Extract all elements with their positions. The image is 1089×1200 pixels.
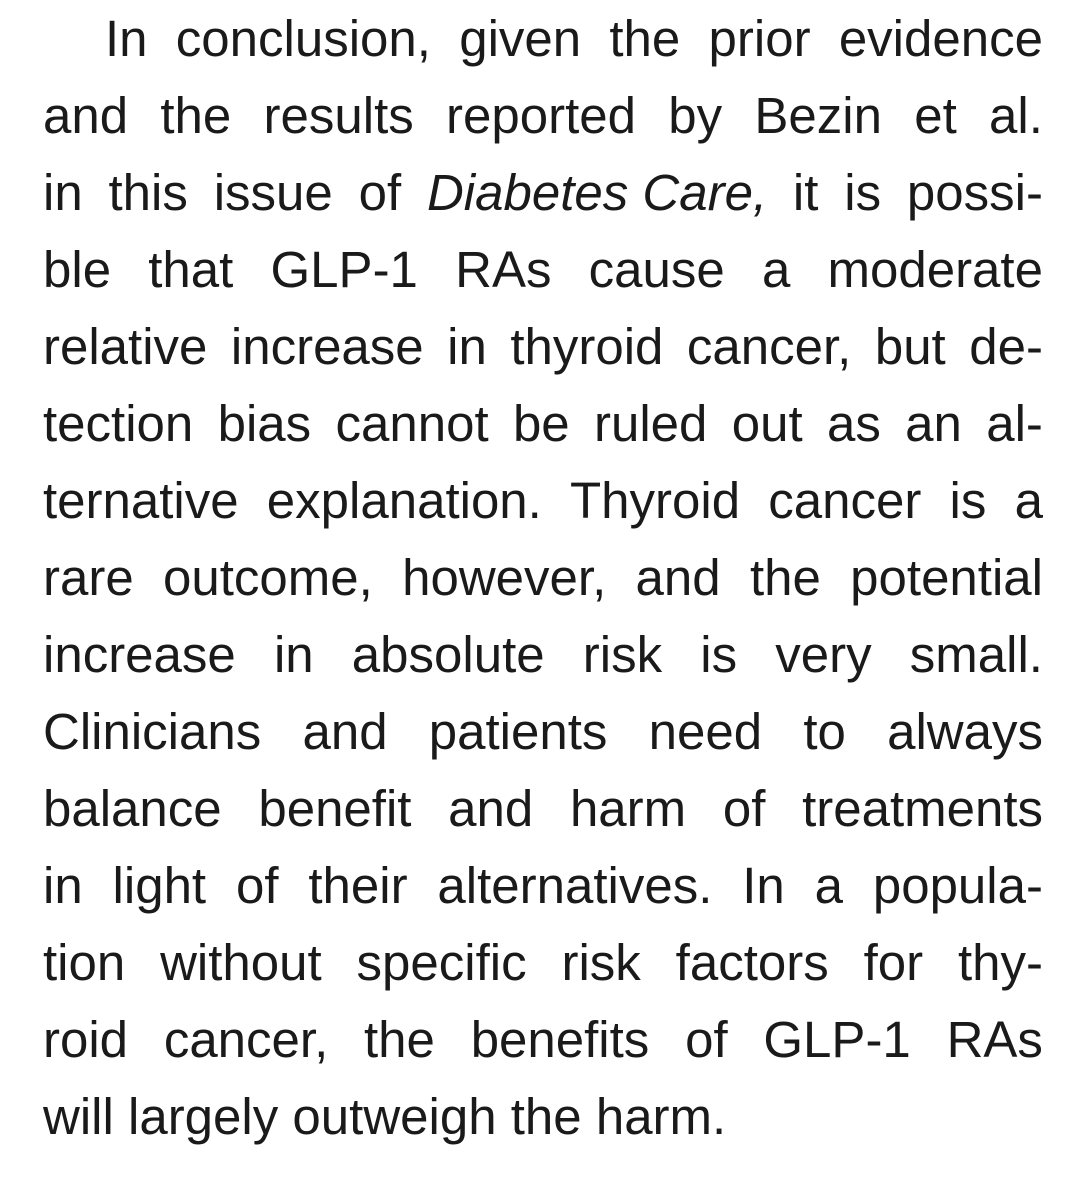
word <box>742 847 785 924</box>
word-text: GLP-1 <box>763 1011 911 1068</box>
word-text: relative <box>43 318 208 375</box>
word <box>236 847 279 924</box>
word-text: explanation. <box>266 472 542 529</box>
word <box>513 385 570 462</box>
word <box>914 77 957 154</box>
word <box>364 1001 435 1078</box>
paragraph-line <box>43 693 1043 770</box>
word <box>43 1001 128 1078</box>
word <box>359 154 402 231</box>
word <box>828 231 1043 308</box>
word <box>609 0 680 77</box>
word <box>352 616 545 693</box>
word-text: light <box>112 857 207 914</box>
word <box>685 1001 728 1078</box>
word <box>335 385 488 462</box>
word-text: of <box>685 1011 728 1068</box>
word-text: as <box>826 395 881 452</box>
word <box>986 385 1043 462</box>
word-text: outweigh <box>292 1088 497 1145</box>
word-text: need <box>648 703 763 760</box>
paragraph-line <box>43 1078 1043 1155</box>
word-text: benefit <box>258 780 412 837</box>
word-text: the <box>364 1011 435 1068</box>
word-text: by <box>668 87 723 144</box>
paragraph-line <box>43 462 1043 539</box>
word <box>723 770 766 847</box>
word <box>447 308 487 385</box>
word-text: RAs <box>455 241 552 298</box>
word <box>214 154 333 231</box>
word <box>164 1001 328 1078</box>
word <box>160 924 322 1001</box>
word-text: outcome, <box>163 549 373 606</box>
word-text: their <box>308 857 408 914</box>
word <box>357 924 527 1001</box>
word <box>754 77 882 154</box>
word-text: benefits <box>470 1011 650 1068</box>
word <box>907 154 1043 231</box>
word-text: cannot <box>335 395 489 452</box>
paragraph-line <box>43 154 1043 231</box>
word-text: small. <box>909 626 1043 683</box>
word-text: results <box>263 87 414 144</box>
word-text: Thyroid <box>570 472 741 529</box>
word-text: In <box>742 857 785 914</box>
word-text: al. <box>989 87 1043 144</box>
word-text: potential <box>850 549 1043 606</box>
word <box>958 924 1043 1001</box>
word <box>589 231 725 308</box>
word <box>875 308 946 385</box>
word-text: and <box>448 780 534 837</box>
word-text: absolute <box>351 626 545 683</box>
word <box>668 77 722 154</box>
word-text: Diabetes Care <box>426 164 753 221</box>
word <box>274 616 314 693</box>
word <box>128 1078 278 1155</box>
word-text: treatments <box>802 780 1043 837</box>
word-text: an <box>905 395 962 452</box>
word <box>160 77 231 154</box>
word-text: thy- <box>957 934 1043 991</box>
word <box>176 0 431 77</box>
word-text: factors <box>675 934 829 991</box>
word <box>649 693 762 770</box>
word-text: possi- <box>906 164 1043 221</box>
conclusion-paragraph <box>43 0 1043 1155</box>
word <box>850 539 1043 616</box>
word-text: always <box>887 703 1043 760</box>
word <box>803 693 846 770</box>
word-text: given <box>459 10 582 67</box>
word-text: without <box>160 934 322 991</box>
word-text: risk <box>582 626 663 683</box>
word <box>950 462 987 539</box>
word-text: balance <box>43 780 222 837</box>
word-text: rare <box>43 549 134 606</box>
word <box>402 539 606 616</box>
word-text: to <box>803 703 846 760</box>
word <box>732 385 803 462</box>
word <box>109 154 188 231</box>
word-text: alternatives. <box>437 857 713 914</box>
word-text: harm. <box>595 1088 727 1145</box>
word <box>43 539 134 616</box>
word <box>561 924 640 1001</box>
word-text: patients <box>428 703 608 760</box>
word-text: tion <box>43 934 126 991</box>
word <box>448 770 533 847</box>
word-text: thyroid <box>510 318 664 375</box>
word-text: In <box>105 10 148 67</box>
word-text: however, <box>402 549 607 606</box>
word <box>471 1001 650 1078</box>
word-text: et <box>914 87 957 144</box>
word <box>43 847 83 924</box>
word-text: a <box>1014 472 1043 529</box>
journal-title <box>427 154 767 231</box>
word <box>231 308 424 385</box>
word-text: cancer <box>768 472 922 529</box>
word-text: issue <box>213 164 333 221</box>
word-text: largely <box>128 1088 279 1145</box>
word <box>947 1001 1043 1078</box>
word <box>815 847 843 924</box>
word <box>271 231 418 308</box>
word-text: out <box>731 395 803 452</box>
word <box>750 539 821 616</box>
paragraph-line <box>43 231 1043 308</box>
word <box>163 539 373 616</box>
word-text: of <box>235 857 279 914</box>
word <box>583 616 662 693</box>
word <box>793 154 819 231</box>
word <box>43 462 239 539</box>
word <box>308 847 407 924</box>
word <box>596 1078 726 1155</box>
word <box>43 231 111 308</box>
word-text: al- <box>986 395 1043 452</box>
word <box>302 693 387 770</box>
word-text: specific <box>356 934 527 991</box>
paragraph-line <box>43 385 1043 462</box>
word-text: popula- <box>872 857 1043 914</box>
word <box>446 77 636 154</box>
word <box>989 77 1043 154</box>
word <box>43 616 236 693</box>
word <box>258 770 411 847</box>
word-text: will <box>43 1088 114 1145</box>
word <box>510 308 663 385</box>
word <box>218 385 312 462</box>
word <box>775 616 871 693</box>
word-text: RAs <box>946 1011 1043 1068</box>
punctuation: , <box>752 164 768 221</box>
word-text: is <box>844 164 882 221</box>
word-text: de- <box>969 318 1043 375</box>
paragraph-line <box>43 0 1043 77</box>
word <box>768 462 921 539</box>
word <box>687 308 851 385</box>
word <box>864 924 924 1001</box>
word-text: but <box>874 318 946 375</box>
word-text: risk <box>561 934 641 991</box>
word-text: in <box>273 626 314 683</box>
word-text: the <box>749 549 821 606</box>
word <box>267 462 542 539</box>
word <box>887 693 1043 770</box>
word <box>437 847 712 924</box>
word <box>570 770 686 847</box>
word <box>594 385 707 462</box>
word-text: GLP-1 <box>270 241 418 298</box>
word <box>455 231 551 308</box>
word-text: increase <box>43 626 236 683</box>
word <box>709 0 811 77</box>
word-text: is <box>949 472 987 529</box>
word-text: and <box>302 703 388 760</box>
paragraph-line <box>43 1001 1043 1078</box>
word <box>148 231 233 308</box>
word-text: cancer, <box>686 318 852 375</box>
word <box>570 462 740 539</box>
word-text: moderate <box>827 241 1043 298</box>
word-text: tection <box>43 395 194 452</box>
word <box>43 308 207 385</box>
word-text: be <box>512 395 570 452</box>
word <box>264 77 414 154</box>
word <box>1015 462 1043 539</box>
word <box>429 693 608 770</box>
word-text: ble <box>43 241 112 298</box>
word <box>676 924 829 1001</box>
word-text: roid <box>43 1011 129 1068</box>
word <box>905 385 962 462</box>
word <box>839 0 1043 77</box>
paragraph-line <box>43 308 1043 385</box>
word <box>700 616 737 693</box>
word <box>459 0 581 77</box>
word-text: the <box>160 87 232 144</box>
word-text: that <box>148 241 234 298</box>
word <box>43 693 261 770</box>
word <box>43 385 193 462</box>
word-text: and <box>635 549 721 606</box>
word-text: a <box>814 857 843 914</box>
word-text: the <box>609 10 681 67</box>
word-text: the <box>510 1088 582 1145</box>
word <box>636 539 721 616</box>
word <box>43 77 128 154</box>
word <box>511 1078 582 1155</box>
word <box>969 308 1043 385</box>
word-text: ternative <box>43 472 239 529</box>
word-text: it <box>792 164 819 221</box>
word-text: of <box>722 780 766 837</box>
word-text: of <box>358 164 402 221</box>
word <box>844 154 881 231</box>
word-text: in <box>43 164 83 221</box>
word-text: Bezin <box>754 87 882 144</box>
paragraph-line <box>43 616 1043 693</box>
word <box>105 0 148 77</box>
word-text: in <box>43 857 83 914</box>
word <box>802 770 1043 847</box>
word-text: ruled <box>594 395 708 452</box>
word <box>292 1078 496 1155</box>
word <box>43 770 222 847</box>
paragraph-line <box>43 539 1043 616</box>
word-text: bias <box>217 395 312 452</box>
paragraph-line <box>43 847 1043 924</box>
word-text: this <box>108 164 188 221</box>
word-text: a <box>761 241 791 298</box>
word <box>43 1078 114 1155</box>
word <box>762 231 790 308</box>
word-text: cancer, <box>163 1011 329 1068</box>
word-text: Clinicians <box>43 703 262 760</box>
paragraph-line <box>43 770 1043 847</box>
paragraph-line <box>43 924 1043 1001</box>
word-text: evidence <box>838 10 1043 67</box>
word <box>763 1001 910 1078</box>
word <box>43 924 125 1001</box>
word <box>827 385 881 462</box>
word-text: reported <box>446 87 636 144</box>
word-text: prior <box>708 10 811 67</box>
word-text: very <box>775 626 872 683</box>
word <box>873 847 1043 924</box>
word <box>43 154 83 231</box>
paragraph-line <box>43 77 1043 154</box>
word-text: and <box>43 87 129 144</box>
word-text: in <box>447 318 487 375</box>
word-text: increase <box>230 318 424 375</box>
word <box>910 616 1043 693</box>
word <box>113 847 207 924</box>
word-text: for <box>863 934 924 991</box>
word-text: is <box>700 626 738 683</box>
word-text: harm <box>569 780 687 837</box>
word-text: cause <box>588 241 725 298</box>
word-text: conclusion, <box>175 10 431 67</box>
